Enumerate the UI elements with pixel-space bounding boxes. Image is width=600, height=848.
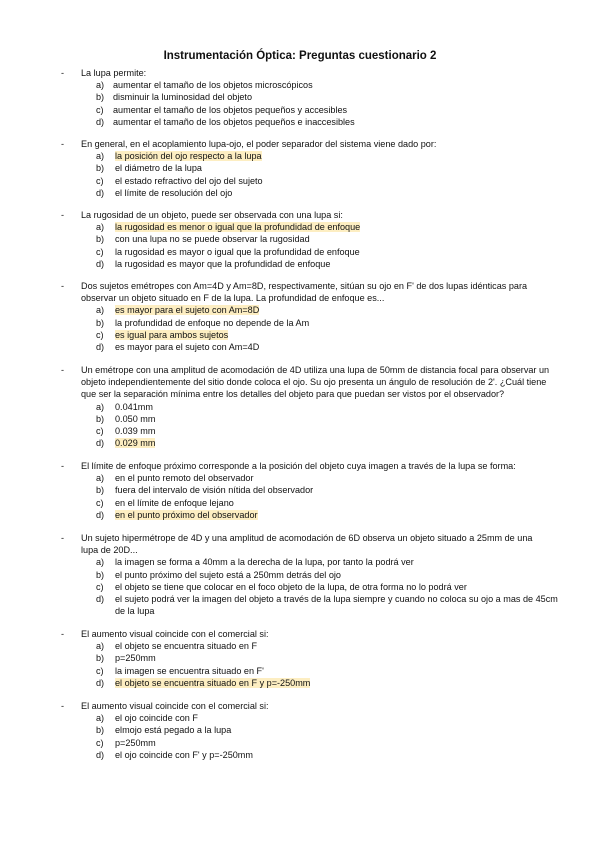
option-text: la imagen se encuentra situado en F' xyxy=(115,665,264,676)
bullet-dash: - xyxy=(61,281,65,291)
option-text: elmojo está pegado a la lupa xyxy=(115,725,232,736)
option-text: el estado refractivo del ojo del sujeto xyxy=(115,175,263,186)
option-letter: c) xyxy=(96,329,104,340)
option-letter: d) xyxy=(96,341,105,352)
option-text-highlighted: es mayor para el sujeto con Am=8D xyxy=(115,305,260,316)
option-text: el punto próximo del sujeto está a 250mm detrás del ojo xyxy=(115,569,341,580)
option-b xyxy=(96,317,600,329)
option-letter: d) xyxy=(96,749,105,760)
option-text: el límite de resolución del ojo xyxy=(115,187,233,198)
question-stem: Un emétrope con una amplitud de acomodación de 4D utiliza una lupa de 50mm de distancia focal para observar un objeto independientemente del sitio donde coloca el ojo. Su ojo presenta un ángulo de resolución de 2'. ¿Cuál tiene que ser la separación mínima entre los detalles del objeto para que puedan ser vistos por el observador? xyxy=(81,365,550,400)
option-text: la profundidad de enfoque no depende de la Am xyxy=(115,317,310,328)
option-text: en el límite de enfoque lejano xyxy=(115,497,234,508)
option-c xyxy=(96,581,600,593)
option-a xyxy=(96,556,600,568)
option-text: disminuir la luminosidad del objeto xyxy=(113,92,253,103)
option-d xyxy=(96,437,600,449)
option-letter: c) xyxy=(96,246,104,257)
option-letter: c) xyxy=(96,104,104,115)
question-stem: La lupa permite: xyxy=(81,68,147,78)
option-text: la rugosidad es mayor que la profundidad de enfoque xyxy=(115,258,331,269)
option-d xyxy=(96,509,600,521)
option-d xyxy=(96,187,600,199)
option-text: la rugosidad es mayor o igual que la profundidad de enfoque xyxy=(115,246,360,257)
option-b xyxy=(96,652,600,664)
question-5 xyxy=(0,364,600,449)
option-letter: d) xyxy=(96,258,105,269)
option-b xyxy=(96,569,600,581)
bullet-dash: - xyxy=(61,461,65,471)
question-stem: El aumento visual coincide con el comercial si: xyxy=(81,701,269,711)
bullet-dash: - xyxy=(61,139,65,149)
option-text: p=250mm xyxy=(115,653,156,664)
option-letter: b) xyxy=(96,413,105,424)
option-a xyxy=(96,401,600,413)
option-text: el objeto se encuentra situado en F xyxy=(115,641,258,652)
option-letter: b) xyxy=(96,317,105,328)
option-a xyxy=(96,472,600,484)
option-text: 0.041mm xyxy=(115,401,153,412)
option-b xyxy=(96,233,600,245)
option-text: fuera del intervalo de visión nítida del observador xyxy=(115,485,314,496)
option-a xyxy=(96,221,600,233)
bullet-dash: - xyxy=(61,701,65,711)
option-c xyxy=(96,104,600,116)
option-letter: b) xyxy=(96,234,105,245)
option-letter: a) xyxy=(96,641,105,652)
option-text: aumentar el tamaño de los objetos pequeños e inaccesibles xyxy=(113,116,355,127)
option-a xyxy=(96,304,600,316)
option-text-highlighted: la rugosidad es menor o igual que la profundidad de enfoque xyxy=(115,222,361,233)
option-letter: a) xyxy=(96,80,105,91)
option-letter: b) xyxy=(96,485,105,496)
option-text: aumentar el tamaño de los objetos microscópicos xyxy=(113,80,313,91)
option-letter: d) xyxy=(96,593,105,604)
option-c xyxy=(96,175,600,187)
option-letter: d) xyxy=(96,509,105,520)
option-text: p=250mm xyxy=(115,737,156,748)
question-stem: El aumento visual coincide con el comercial si: xyxy=(81,629,269,639)
option-letter: b) xyxy=(96,92,105,103)
question-stem: La rugosidad de un objeto, puede ser observada con una lupa si: xyxy=(81,210,343,220)
option-letter: c) xyxy=(96,175,104,186)
option-text: el diámetro de la lupa xyxy=(115,163,202,174)
option-text-highlighted: es igual para ambos sujetos xyxy=(115,329,229,340)
question-7 xyxy=(0,532,600,617)
option-letter: a) xyxy=(96,222,105,233)
option-c xyxy=(96,246,600,258)
option-d xyxy=(96,749,600,761)
option-b xyxy=(96,484,600,496)
option-d xyxy=(96,677,600,689)
option-letter: b) xyxy=(96,569,105,580)
option-text: el ojo coincide con F xyxy=(115,713,198,724)
option-c xyxy=(96,329,600,341)
question-1 xyxy=(0,67,600,128)
option-a xyxy=(96,712,600,724)
option-text: 0.039 mm xyxy=(115,425,156,436)
option-text-highlighted: en el punto próximo del observador xyxy=(115,509,258,520)
option-c xyxy=(96,737,600,749)
option-letter: d) xyxy=(96,438,105,449)
option-c xyxy=(96,497,600,509)
option-letter: b) xyxy=(96,725,105,736)
question-stem: En general, en el acoplamiento lupa-ojo, el poder separador del sistema viene dado por: xyxy=(81,139,437,149)
question-stem: El límite de enfoque próximo corresponde a la posición del objeto cuya imagen a través de la lupa se forma: xyxy=(81,461,516,471)
bullet-dash: - xyxy=(61,68,65,78)
option-text: la imagen se forma a 40mm a la derecha de la lupa, por tanto la podrá ver xyxy=(115,557,414,568)
option-letter: b) xyxy=(96,653,105,664)
option-text-highlighted: el objeto se encuentra situado en F y p=-250mm xyxy=(115,677,311,688)
question-stem: Un sujeto hipermétrope de 4D y una amplitud de acomodación de 6D observa un objeto situado a 25mm de una lupa de 20D... xyxy=(81,533,533,556)
bullet-dash: - xyxy=(61,210,65,220)
option-a xyxy=(96,640,600,652)
option-a xyxy=(96,79,600,91)
option-a xyxy=(96,150,600,162)
option-letter: c) xyxy=(96,665,104,676)
option-text: es mayor para el sujeto con Am=4D xyxy=(115,341,260,352)
option-text: en el punto remoto del observador xyxy=(115,473,254,484)
option-d xyxy=(96,593,600,617)
option-b xyxy=(96,413,600,425)
document-title: Instrumentación Óptica: Preguntas cuestionario 2 xyxy=(163,50,437,62)
option-letter: b) xyxy=(96,163,105,174)
option-text: aumentar el tamaño de los objetos pequeños y accesibles xyxy=(113,104,348,115)
question-4 xyxy=(0,280,600,353)
option-letter: c) xyxy=(96,425,104,436)
bullet-dash: - xyxy=(61,533,65,543)
option-text: 0.050 mm xyxy=(115,413,156,424)
question-6 xyxy=(0,460,600,521)
option-b xyxy=(96,91,600,103)
option-letter: a) xyxy=(96,557,105,568)
option-b xyxy=(96,724,600,736)
option-text: el objeto se tiene que colocar en el foco objeto de la lupa, de otra forma no lo podrá ver xyxy=(115,581,467,592)
option-text: el ojo coincide con F' y p=-250mm xyxy=(115,749,253,760)
question-stem: Dos sujetos emétropes con Am=4D y Am=8D, respectivamente, sitúan su ojo en F' de dos lupas idénticas para observar un objeto situado en F de la lupa. La profundidad de enfoque es... xyxy=(81,281,528,304)
option-letter: c) xyxy=(96,497,104,508)
option-text: el sujeto podrá ver la imagen del objeto a través de la lupa siempre y cuando no coloca su ojo a mas de 45cm de la lupa xyxy=(115,593,558,617)
option-b xyxy=(96,162,600,174)
option-c xyxy=(96,425,600,437)
option-d xyxy=(96,258,600,270)
option-letter: a) xyxy=(96,151,105,162)
option-d xyxy=(96,341,600,353)
option-letter: d) xyxy=(96,677,105,688)
option-letter: a) xyxy=(96,473,105,484)
option-c xyxy=(96,665,600,677)
option-letter: a) xyxy=(96,401,105,412)
option-text: con una lupa no se puede observar la rugosidad xyxy=(115,234,310,245)
option-letter: a) xyxy=(96,305,105,316)
option-d xyxy=(96,116,600,128)
question-3 xyxy=(0,209,600,270)
option-letter: c) xyxy=(96,737,104,748)
option-text-highlighted: 0.029 mm xyxy=(115,438,156,449)
question-2 xyxy=(0,138,600,199)
question-8 xyxy=(0,628,600,689)
bullet-dash: - xyxy=(61,629,65,639)
bullet-dash: - xyxy=(61,365,65,375)
option-text-highlighted: la posición del ojo respecto a la lupa xyxy=(115,151,262,162)
option-letter: c) xyxy=(96,581,104,592)
option-letter: a) xyxy=(96,713,105,724)
question-9 xyxy=(0,700,600,761)
option-letter: d) xyxy=(96,187,105,198)
option-letter: d) xyxy=(96,116,105,127)
